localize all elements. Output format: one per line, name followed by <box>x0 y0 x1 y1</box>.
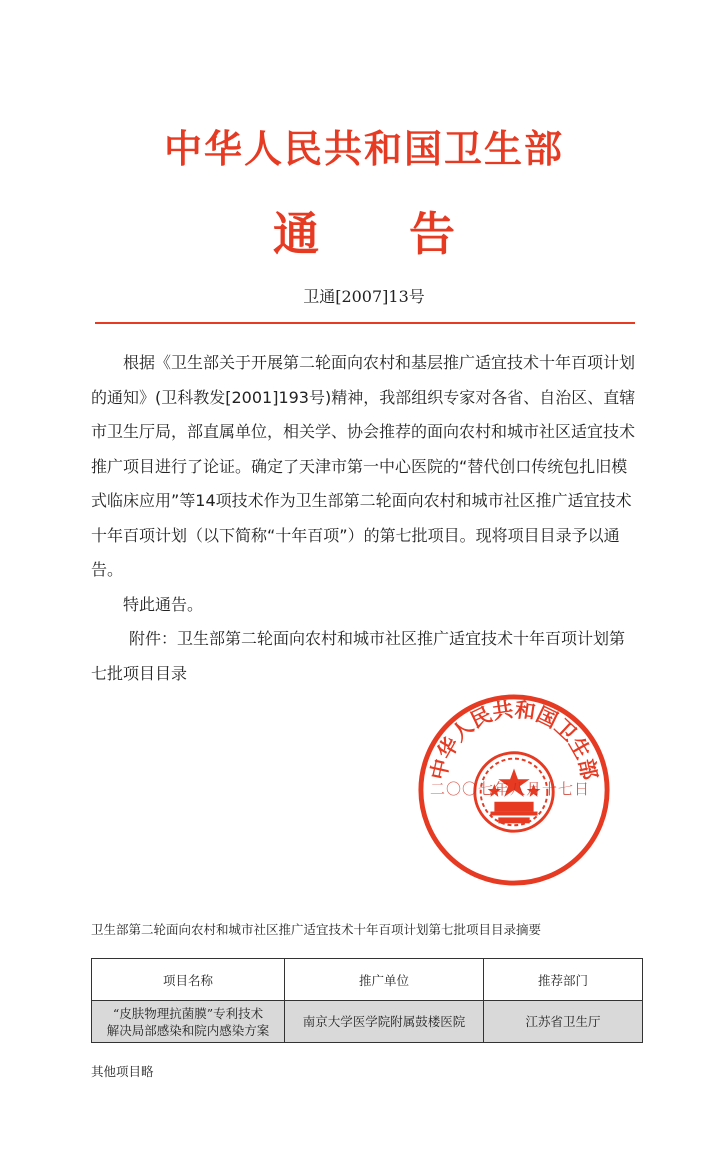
title-char-right: 告 <box>409 207 455 261</box>
header-promoting-unit: 推广单位 <box>285 959 484 1001</box>
summary-title: 卫生部第二轮面向农村和城市社区推广适宜技术十年百项计划第七批项目目录摘要 <box>91 922 542 937</box>
seal-date-overlay: 二〇〇七年八月十七日 <box>429 780 590 798</box>
notice-title <box>0 198 728 264</box>
table-header-row <box>92 959 643 1001</box>
title-char-left: 通 <box>273 207 319 261</box>
other-projects-note: 其他项目略 <box>91 1064 154 1079</box>
header-divider <box>95 322 635 324</box>
document-number: 卫通[2007]13号 <box>303 287 425 306</box>
seal-ring-text: 中华人民共和国卫生部 <box>426 697 602 782</box>
attachment-line: 附件：卫生部第二轮面向农村和城市社区推广适宜技术十年百项计划第七批项目目录 <box>91 629 626 683</box>
cell-promoting-unit: 南京大学医学院附属鼓楼医院 <box>285 1001 484 1043</box>
closing-line: 特此通告。 <box>123 594 204 614</box>
notice-body <box>91 346 639 691</box>
cell-recommending-dept: 江苏省卫生厅 <box>484 1001 643 1043</box>
project-summary-table <box>91 958 643 1043</box>
main-paragraph: 根据《卫生部关于开展第二轮面向农村和基层推广适宜技术十年百项计划的通知》(卫科教发[2001]193号)精神，我部组织专家对各省、自治区、直辖市卫生厅局，部直属单位，相关学、协会推荐的面向农村和城市社区适宜技术推广项目进行了论证。确定了天津市第一中心医院的“替代创口传统包扎旧模式临床应用”等14项技术作为卫生部第二轮面向农村和城市社区推广适宜技术十年百项计划（以下简称“十年百项”）的第七批项目。现将项目目录予以通告。 <box>91 353 636 579</box>
project-name-line1: “皮肤物理抗菌膜”专利技术 <box>112 1005 264 1021</box>
table-row <box>92 1001 643 1043</box>
cell-project-name <box>92 1001 285 1043</box>
issuer-header: 中华人民共和国卫生部 <box>163 127 564 171</box>
header-recommending-dept: 推荐部门 <box>484 959 643 1001</box>
project-name-line2: 解决局部感染和院内感染方案 <box>106 1022 270 1038</box>
header-project-name: 项目名称 <box>92 959 285 1001</box>
